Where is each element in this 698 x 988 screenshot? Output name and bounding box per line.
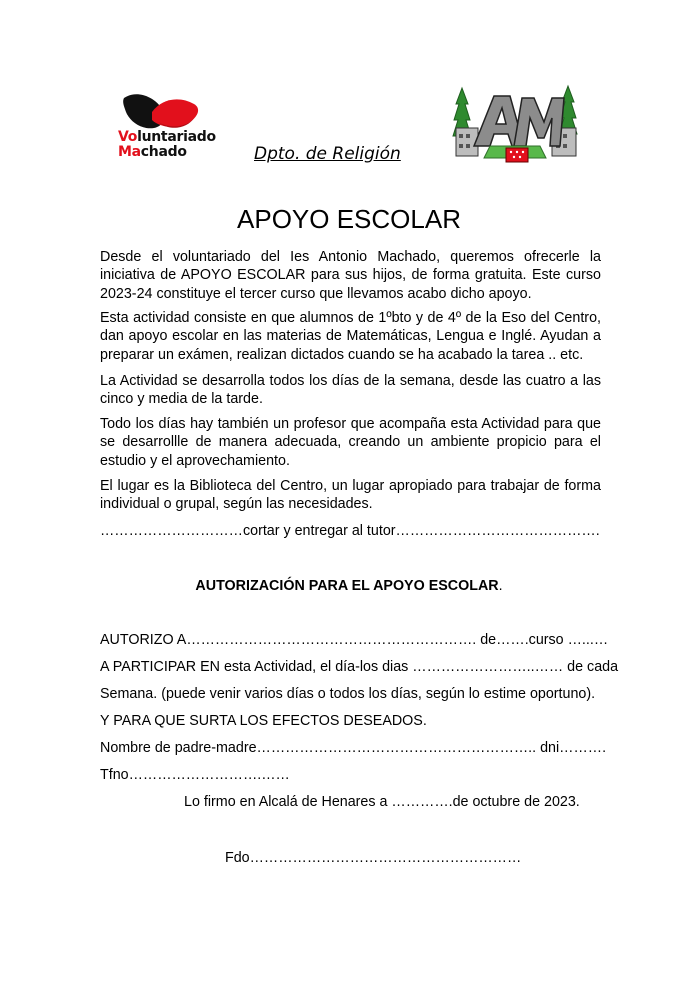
authorization-title-text: AUTORIZACIÓN PARA EL APOYO ESCOLAR [195,578,499,594]
form-line-nombre-padre: Nombre de padre-madre………………………………………………….. dni………. [100,740,607,756]
signature-line: Fdo………………………………………………… [225,850,522,866]
paragraph-location: El lugar es la Biblioteca del Centro, un lugar apropiado para trabajar de forma individual o grupal, según las necesidades. [100,478,601,513]
voluntariado-machado-logo [118,92,218,164]
logo-text-machado [118,145,216,160]
place-date-line: Lo firmo en Alcalá de Henares a ………….de octubre de 2023. [184,794,580,810]
paragraph-schedule: La Actividad se desarrolla todos los días de la semana, desde las cuatro a las cinco y media de la tarde. [100,373,601,408]
paragraph-teacher: Todo los días hay también un profesor que acompaña esta Actividad para que se desarrollle de manera adecuada, creando un ambiente propicio para el estudio y el aprovechamiento. [100,416,601,469]
school-logo [452,84,580,168]
form-line-efectos: Y PARA QUE SURTA LOS EFECTOS DESEADOS. [100,713,427,729]
logo-initial-vo: Vo [118,129,138,145]
cut-line: …………………………cortar y entregar al tutor……………………………………. [100,523,600,539]
department-heading: Dpto. de Religión [254,144,401,164]
form-line-semana: Semana. (puede venir varios días o todos los días, según lo estime oportuno). [100,686,596,702]
logo-rest-machado: chado [140,144,187,160]
authorization-title-suffix: . [498,578,503,594]
page-title: APOYO ESCOLAR [237,204,461,234]
paragraph-activity: Esta actividad consiste en que alumnos de 1ºbto y de 4º de la Eso del Centro, dan apoyo escolar en las materias de Matemáticas, Lengua e Inglé. Ayudan a preparar un exámen, realizan dictados cuando se ha acabado la tarea .. etc. [100,310,601,363]
form-line-telefono: Tfno……………………….…… [100,767,290,783]
authorization-title [0,578,698,594]
form-line-autorizo: AUTORIZO A……………………………………………………. de…….curso …...… [100,632,609,648]
form-line-participar: A PARTICIPAR EN esta Actividad, el día-los dias ……………………..…… de cada [100,659,619,675]
paragraph-intro: Desde el voluntariado del Ies Antonio Machado, queremos ofrecerle la iniciativa de APOYO ESCOLAR para sus hijos, de forma gratuita. Este curso 2023-24 constituye el tercer curso que llevamos acabo dicho apoyo. [100,249,601,302]
logo-text-voluntariado [118,130,216,145]
logo-initial-ma: Ma [118,144,141,160]
school-building-icon [452,84,580,168]
logo-rest-voluntariado: luntariado [137,129,216,145]
